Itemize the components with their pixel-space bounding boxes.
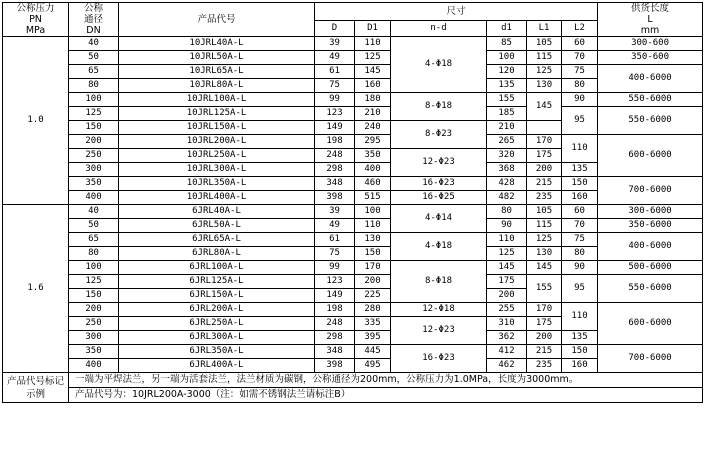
L1-cell: 125 [527,65,562,79]
L1-cell: 105 [527,205,562,219]
code-cell: 6JRL65A-L [119,233,315,247]
L2-cell: 80 [562,247,598,261]
D1-cell: 445 [355,345,391,359]
header-D1: D1 [355,20,391,36]
D-cell: 123 [315,107,355,121]
header-pressure: 公称压力 PN MPa [3,3,69,37]
D1-cell: 460 [355,177,391,191]
nd-cell: 16-Φ23 [391,177,487,191]
L1-cell: 145 [527,261,562,275]
d1-cell: 210 [487,121,527,135]
code-cell: 6JRL300A-L [119,331,315,345]
D1-cell: 335 [355,317,391,331]
dn-cell: 200 [69,303,119,317]
nd-cell: 4-Φ18 [391,233,487,261]
L2-cell: 95 [562,275,598,303]
D-cell: 49 [315,51,355,65]
d1-cell: 310 [487,317,527,331]
table-row [3,261,703,275]
L2-cell: 80 [562,79,598,93]
supply-cell: 550-6000 [598,275,703,303]
table-row [3,303,703,317]
nd-cell: 12-Φ18 [391,303,487,317]
table-row [3,65,703,79]
D1-cell: 515 [355,191,391,205]
table-row [3,205,703,219]
table-row [3,135,703,149]
table-row [3,345,703,359]
L1-cell: 170 [527,135,562,149]
dn-cell: 100 [69,93,119,107]
code-cell: 6JRL50A-L [119,219,315,233]
L2-cell: 70 [562,51,598,65]
D1-cell: 210 [355,107,391,121]
D-cell: 198 [315,135,355,149]
L2-cell: 60 [562,37,598,51]
supply-cell: 600-6000 [598,135,703,177]
d1-cell: 265 [487,135,527,149]
code-cell: 10JRL400A-L [119,191,315,205]
D1-cell: 100 [355,205,391,219]
D1-cell: 110 [355,37,391,51]
L1-cell: 130 [527,247,562,261]
code-cell: 6JRL100A-L [119,261,315,275]
D-cell: 248 [315,149,355,163]
nd-cell: 8-Φ23 [391,121,487,149]
nd-cell: 4-Φ14 [391,205,487,233]
d1-cell: 90 [487,219,527,233]
supply-cell: 700-6000 [598,345,703,373]
code-cell: 10JRL150A-L [119,121,315,135]
L2-cell: 110 [562,135,598,163]
d1-cell: 185 [487,107,527,121]
L1-cell: 200 [527,331,562,345]
note-line-2: 产品代号为：10JRL200A-3000（注：如需不锈钢法兰请标注B） [69,388,703,403]
D-cell: 123 [315,275,355,289]
L2-cell: 135 [562,163,598,177]
code-cell: 10JRL350A-L [119,177,315,191]
d1-cell: 320 [487,149,527,163]
L2-cell: 110 [562,303,598,331]
pressure-cell: 1.6 [3,205,69,373]
D1-cell: 280 [355,303,391,317]
L1-cell: 170 [527,303,562,317]
L1-cell: 215 [527,345,562,359]
D1-cell: 495 [355,359,391,373]
code-cell: 6JRL125A-L [119,275,315,289]
table-row [3,247,703,261]
d1-cell: 428 [487,177,527,191]
supply-cell: 350-6000 [598,219,703,233]
D-cell: 198 [315,303,355,317]
header-size: 尺寸 [315,3,598,21]
table-row [3,51,703,65]
supply-cell: 300-600 [598,37,703,51]
D-cell: 61 [315,233,355,247]
L1-cell: 125 [527,233,562,247]
d1-cell: 255 [487,303,527,317]
dn-cell: 40 [69,37,119,51]
D-cell: 39 [315,37,355,51]
dn-cell: 65 [69,233,119,247]
dn-cell: 65 [69,65,119,79]
D1-cell: 180 [355,93,391,107]
D-cell: 149 [315,289,355,303]
supply-cell: 700-6000 [598,177,703,205]
code-cell: 10JRL100A-L [119,93,315,107]
D1-cell: 170 [355,261,391,275]
L1-cell: 235 [527,191,562,205]
code-cell: 6JRL350A-L [119,345,315,359]
L1-cell: 145 [527,93,562,121]
D-cell: 99 [315,93,355,107]
d1-cell: 175 [487,275,527,289]
L2-cell: 150 [562,345,598,359]
d1-cell: 482 [487,191,527,205]
d1-cell: 412 [487,345,527,359]
d1-cell: 85 [487,37,527,51]
d1-cell: 120 [487,65,527,79]
dn-cell: 300 [69,163,119,177]
L2-cell: 95 [562,107,598,135]
L1-cell: 235 [527,359,562,373]
L2-cell: 90 [562,93,598,107]
header-D: D [315,20,355,36]
L2-cell: 150 [562,177,598,191]
header-code: 产品代号 [119,3,315,37]
dn-cell: 100 [69,261,119,275]
product-spec-table [2,2,703,403]
pressure-cell: 1.0 [3,37,69,205]
header-d1: d1 [487,20,527,36]
L2-cell: 160 [562,359,598,373]
note-line-1: 一端为平焊法兰，另一端为活套法兰，法兰材质为碳钢，公称通径为200mm，公称压力为1.0MPa，长度为3000mm。 [69,373,703,388]
code-cell: 6JRL250A-L [119,317,315,331]
supply-cell: 550-6000 [598,93,703,107]
supply-cell: 500-6000 [598,261,703,275]
D-cell: 49 [315,219,355,233]
code-cell: 10JRL65A-L [119,65,315,79]
table-row [3,107,703,121]
L1-cell: 115 [527,51,562,65]
dn-cell: 50 [69,51,119,65]
D-cell: 298 [315,331,355,345]
nd-cell: 12-Φ23 [391,317,487,345]
d1-cell: 135 [487,79,527,93]
d1-cell: 125 [487,247,527,261]
table-row [3,37,703,51]
supply-cell: 400-6000 [598,65,703,93]
header-supply: 供货长度 L mm [598,3,703,37]
code-cell: 10JRL125A-L [119,107,315,121]
table-row [3,275,703,289]
nd-cell: 12-Φ23 [391,149,487,177]
D-cell: 248 [315,317,355,331]
header-L2: L2 [562,20,598,36]
header-L1: L1 [527,20,562,36]
note-row [3,388,703,403]
code-cell: 6JRL80A-L [119,247,315,261]
D1-cell: 395 [355,331,391,345]
L1-cell: 155 [527,275,562,303]
L1-cell: 215 [527,177,562,191]
L2-cell: 160 [562,191,598,205]
D-cell: 348 [315,345,355,359]
supply-cell: 300-6000 [598,205,703,219]
code-cell: 10JRL300A-L [119,163,315,177]
code-cell: 10JRL250A-L [119,149,315,163]
D1-cell: 110 [355,219,391,233]
L2-cell: 75 [562,65,598,79]
header-diameter: 公称 通径 DN [69,3,119,37]
D1-cell: 225 [355,289,391,303]
d1-cell: 462 [487,359,527,373]
table-row [3,79,703,93]
D-cell: 75 [315,247,355,261]
D1-cell: 240 [355,121,391,135]
dn-cell: 125 [69,275,119,289]
L1-cell: 200 [527,163,562,177]
code-cell: 10JRL80A-L [119,79,315,93]
nd-cell: 8-Φ18 [391,93,487,121]
d1-cell: 110 [487,233,527,247]
L2-cell: 75 [562,233,598,247]
D-cell: 149 [315,121,355,135]
table-row [3,93,703,107]
D-cell: 398 [315,191,355,205]
dn-cell: 40 [69,205,119,219]
table-row [3,177,703,191]
D-cell: 298 [315,163,355,177]
nd-cell: 4-Φ18 [391,37,487,93]
d1-cell: 80 [487,205,527,219]
note-row [3,373,703,388]
D-cell: 398 [315,359,355,373]
L2-cell: 90 [562,261,598,275]
dn-cell: 250 [69,317,119,331]
L1-cell: 115 [527,219,562,233]
L1-cell: 105 [527,37,562,51]
dn-cell: 150 [69,121,119,135]
D-cell: 75 [315,79,355,93]
L1-cell: 175 [527,149,562,163]
note-label-text: 产品代号标记示例 [6,375,64,400]
dn-cell: 200 [69,135,119,149]
D1-cell: 160 [355,79,391,93]
table-body [3,3,703,403]
nd-cell: 8-Φ18 [391,261,487,303]
D-cell: 61 [315,65,355,79]
table-row [3,163,703,177]
d1-cell: 200 [487,289,527,303]
L1-cell: 130 [527,79,562,93]
code-cell: 6JRL40A-L [119,205,315,219]
D1-cell: 130 [355,233,391,247]
D-cell: 39 [315,205,355,219]
L1-cell [527,121,562,135]
d1-cell: 145 [487,261,527,275]
code-cell: 10JRL40A-L [119,37,315,51]
dn-cell: 400 [69,191,119,205]
L1-cell: 175 [527,317,562,331]
D1-cell: 400 [355,163,391,177]
D1-cell: 200 [355,275,391,289]
header-row-1 [3,3,703,21]
D1-cell: 150 [355,247,391,261]
supply-cell: 550-6000 [598,107,703,135]
code-cell: 10JRL200A-L [119,135,315,149]
table-row [3,331,703,345]
D1-cell: 350 [355,149,391,163]
d1-cell: 368 [487,163,527,177]
code-cell: 6JRL400A-L [119,359,315,373]
supply-cell: 400-6000 [598,233,703,261]
table-row [3,359,703,373]
D1-cell: 295 [355,135,391,149]
d1-cell: 362 [487,331,527,345]
D-cell: 348 [315,177,355,191]
nd-cell: 16-Φ25 [391,191,487,205]
code-cell: 10JRL50A-L [119,51,315,65]
D-cell: 99 [315,261,355,275]
L2-cell: 60 [562,205,598,219]
d1-cell: 100 [487,51,527,65]
dn-cell: 250 [69,149,119,163]
L2-cell: 135 [562,331,598,345]
D1-cell: 125 [355,51,391,65]
d1-cell: 155 [487,93,527,107]
dn-cell: 50 [69,219,119,233]
supply-cell: 600-6000 [598,303,703,345]
D1-cell: 145 [355,65,391,79]
L2-cell: 70 [562,219,598,233]
dn-cell: 300 [69,331,119,345]
supply-cell: 350-600 [598,51,703,65]
code-cell: 6JRL200A-L [119,303,315,317]
table-row [3,191,703,205]
dn-cell: 80 [69,79,119,93]
nd-cell: 16-Φ23 [391,345,487,373]
header-nd: n-d [391,20,487,36]
dn-cell: 350 [69,177,119,191]
dn-cell: 400 [69,359,119,373]
dn-cell: 350 [69,345,119,359]
code-cell: 6JRL150A-L [119,289,315,303]
note-label [3,373,69,403]
dn-cell: 125 [69,107,119,121]
dn-cell: 150 [69,289,119,303]
table-row [3,233,703,247]
table-row [3,219,703,233]
dn-cell: 80 [69,247,119,261]
